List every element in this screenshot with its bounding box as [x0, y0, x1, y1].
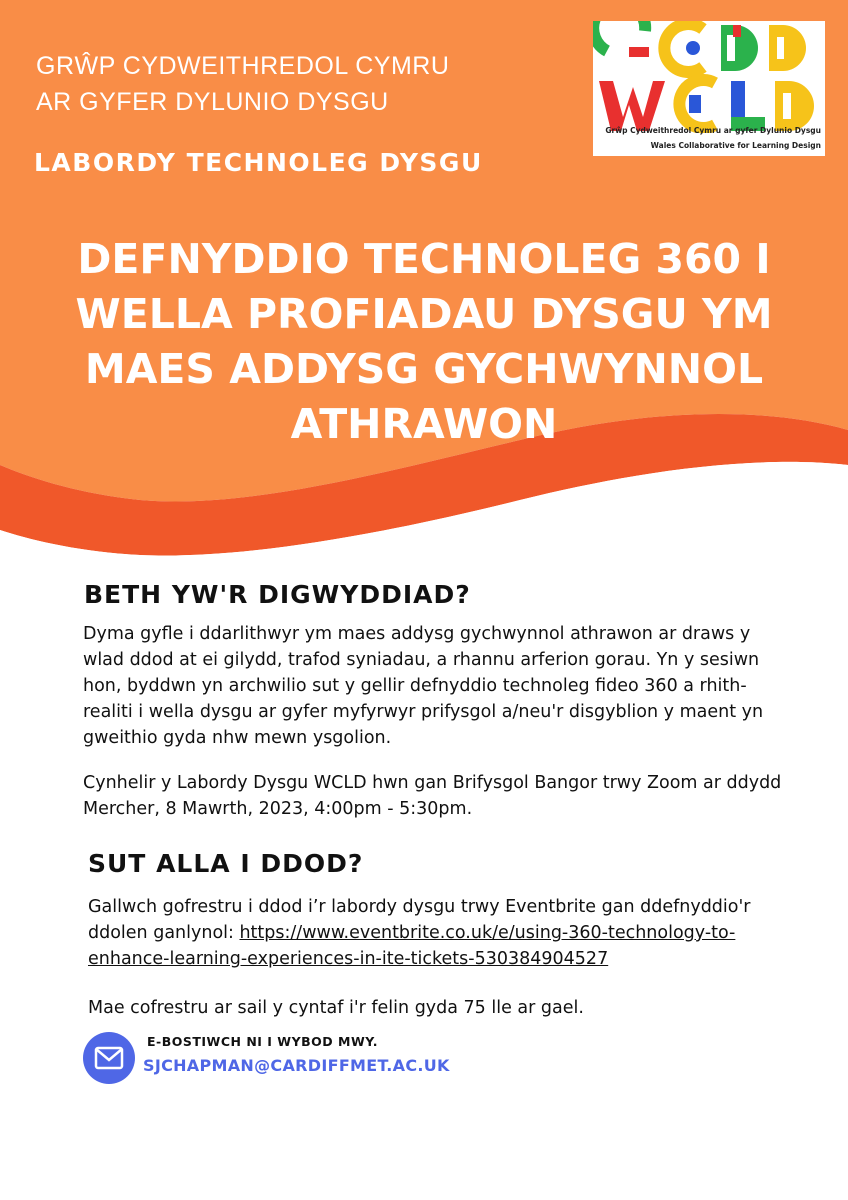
eventbrite-link-part2: enhance-learning-experiences-in-ite-tickets-530384904527 [88, 949, 609, 969]
details-line: Cynhelir y Labordy Dysgu WCLD hwn gan Brifysgol Bangor trwy Zoom ar ddydd [83, 773, 782, 793]
logo-caption-english: Wales Collaborative for Learning Design [650, 141, 821, 150]
logo-caption-welsh: Grŵp Cydweithredol Cymru ar gyfer Dylunio Dysgu [605, 126, 821, 135]
attend-section-heading: SUT ALLA I DDOD? [88, 849, 364, 878]
attend-line: Gallwch gofrestru i ddod i’r labordy dysgu trwy Eventbrite gan ddefnyddio'r [88, 897, 751, 917]
contact-email-link[interactable]: SJCHAPMAN@CARDIFFMET.AC.UK [143, 1056, 450, 1075]
logo-letter-c1 [664, 24, 703, 72]
envelope-glyph [83, 1032, 135, 1084]
lab-title: LABORDY TECHNOLEG DYSGU [34, 148, 483, 177]
attend-instructions [88, 894, 808, 972]
description-line: hon, byddwn yn archwilio sut y gellir defnyddio technoleg fideo 360 a rhith- [83, 676, 747, 696]
org-name-line1: GRŴP CYDWEITHREDOL CYMRU [36, 52, 450, 80]
org-name-line2: AR GYFER DYLUNIO DYSGU [36, 88, 389, 116]
headline-line: ATHRAWON [290, 400, 558, 448]
wcld-logo [593, 21, 825, 156]
logo-letters [593, 21, 825, 133]
event-section-heading: BETH YW'R DIGWYDDIAD? [84, 580, 471, 609]
org-name [36, 48, 449, 120]
attend-line-prefix: ddolen ganlynol: [88, 923, 240, 943]
logo-letter-d3 [775, 81, 814, 131]
contact-label: E-BOSTIWCH NI I WYBOD MWY. [147, 1034, 378, 1049]
eventbrite-link-part1: https://www.eventbrite.co.uk/e/using-360-technology-to- [239, 923, 736, 943]
description-line: wlad ddod at ei gilydd, trafod syniadau, a rhannu arferion gorau. Yn y sesiwn [83, 650, 760, 670]
logo-letter-w [599, 81, 665, 131]
logo-letter-c2 [679, 80, 715, 128]
description-line: realiti i wella dysgu ar gyfer myfyrwyr prifysgol a/neu'r disgyblion y maent yn [83, 702, 764, 722]
description-line: gweithio gyda nhw mewn ysgolion. [83, 728, 392, 748]
registration-note: Mae cofrestru ar sail y cyntaf i'r felin gyda 75 lle ar gael. [88, 998, 584, 1018]
event-description [83, 621, 803, 751]
event-headline [30, 232, 818, 452]
logo-letter-d2 [769, 25, 806, 71]
logo-letter-g [593, 21, 649, 57]
envelope-icon[interactable] [83, 1032, 135, 1084]
details-line: Mercher, 8 Mawrth, 2023, 4:00pm - 5:30pm. [83, 799, 473, 819]
headline-line: DEFNYDDIO TECHNOLEG 360 I [77, 235, 771, 283]
logo-letter-l [731, 81, 765, 131]
logo-letter-d1 [721, 25, 758, 71]
description-line: Dyma gyfle i ddarlithwyr ym maes addysg gychwynnol athrawon ar draws y [83, 624, 751, 644]
headline-line: WELLA PROFIADAU DYSGU YM [75, 290, 773, 338]
headline-line: MAES ADDYSG GYCHWYNNOL [84, 345, 764, 393]
event-details [83, 770, 803, 822]
